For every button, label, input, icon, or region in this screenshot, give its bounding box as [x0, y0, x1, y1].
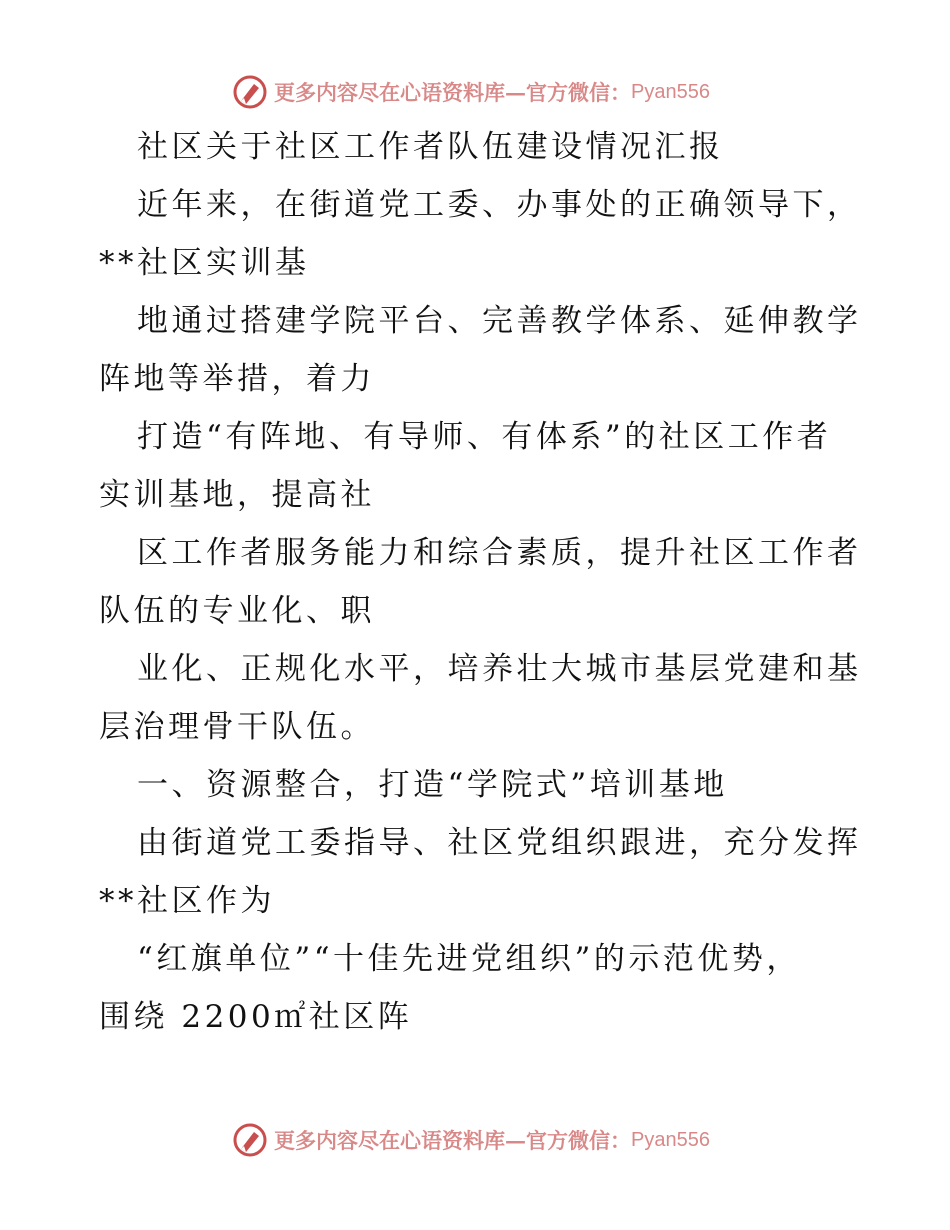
- paragraph-line: 实训基地，提高社: [99, 477, 375, 513]
- paragraph-line: 阵地等举措，着力: [99, 361, 375, 397]
- pen-circle-icon: [232, 1122, 268, 1158]
- document-body: [99, 118, 869, 1046]
- watermark-text: 更多内容尽在心语资料库—官方微信：: [274, 80, 631, 105]
- pen-circle-icon: [232, 74, 268, 110]
- paragraph-line: 区工作者服务能力和综合素质，提升社区工作者: [137, 535, 862, 571]
- watermark-header: [232, 72, 710, 112]
- paragraph-line: 层治理骨干队伍。: [99, 709, 375, 745]
- watermark-wechat-id: Pyan556: [631, 1128, 710, 1151]
- document-title: 社区关于社区工作者队伍建设情况汇报: [137, 129, 724, 165]
- watermark-wechat-id: Pyan556: [631, 80, 710, 103]
- paragraph-line: 业化、正规化水平，培养壮大城市基层党建和基: [137, 651, 862, 687]
- paragraph-line: 队伍的专业化、职: [99, 593, 375, 629]
- watermark-text: 更多内容尽在心语资料库—官方微信：: [274, 1128, 631, 1153]
- watermark-footer: [232, 1120, 710, 1160]
- paragraph-line: 由街道党工委指导、社区党组织跟进，充分发挥: [137, 825, 862, 861]
- paragraph-line: 地通过搭建学院平台、完善教学体系、延伸教学: [137, 303, 862, 339]
- paragraph-line: 近年来，在街道党工委、办事处的正确领导下，: [137, 187, 862, 223]
- paragraph-line: “红旗单位”“十佳先进党组织”的示范优势，: [137, 941, 801, 977]
- paragraph-line: **社区作为: [99, 883, 275, 919]
- section-heading: 一、资源整合，打造“学院式”培训基地: [137, 767, 728, 803]
- paragraph-line: 围绕 2200㎡社区阵: [99, 999, 413, 1035]
- paragraph-line: 打造“有阵地、有导师、有体系”的社区工作者: [137, 419, 832, 455]
- paragraph-line: **社区实训基: [99, 245, 310, 281]
